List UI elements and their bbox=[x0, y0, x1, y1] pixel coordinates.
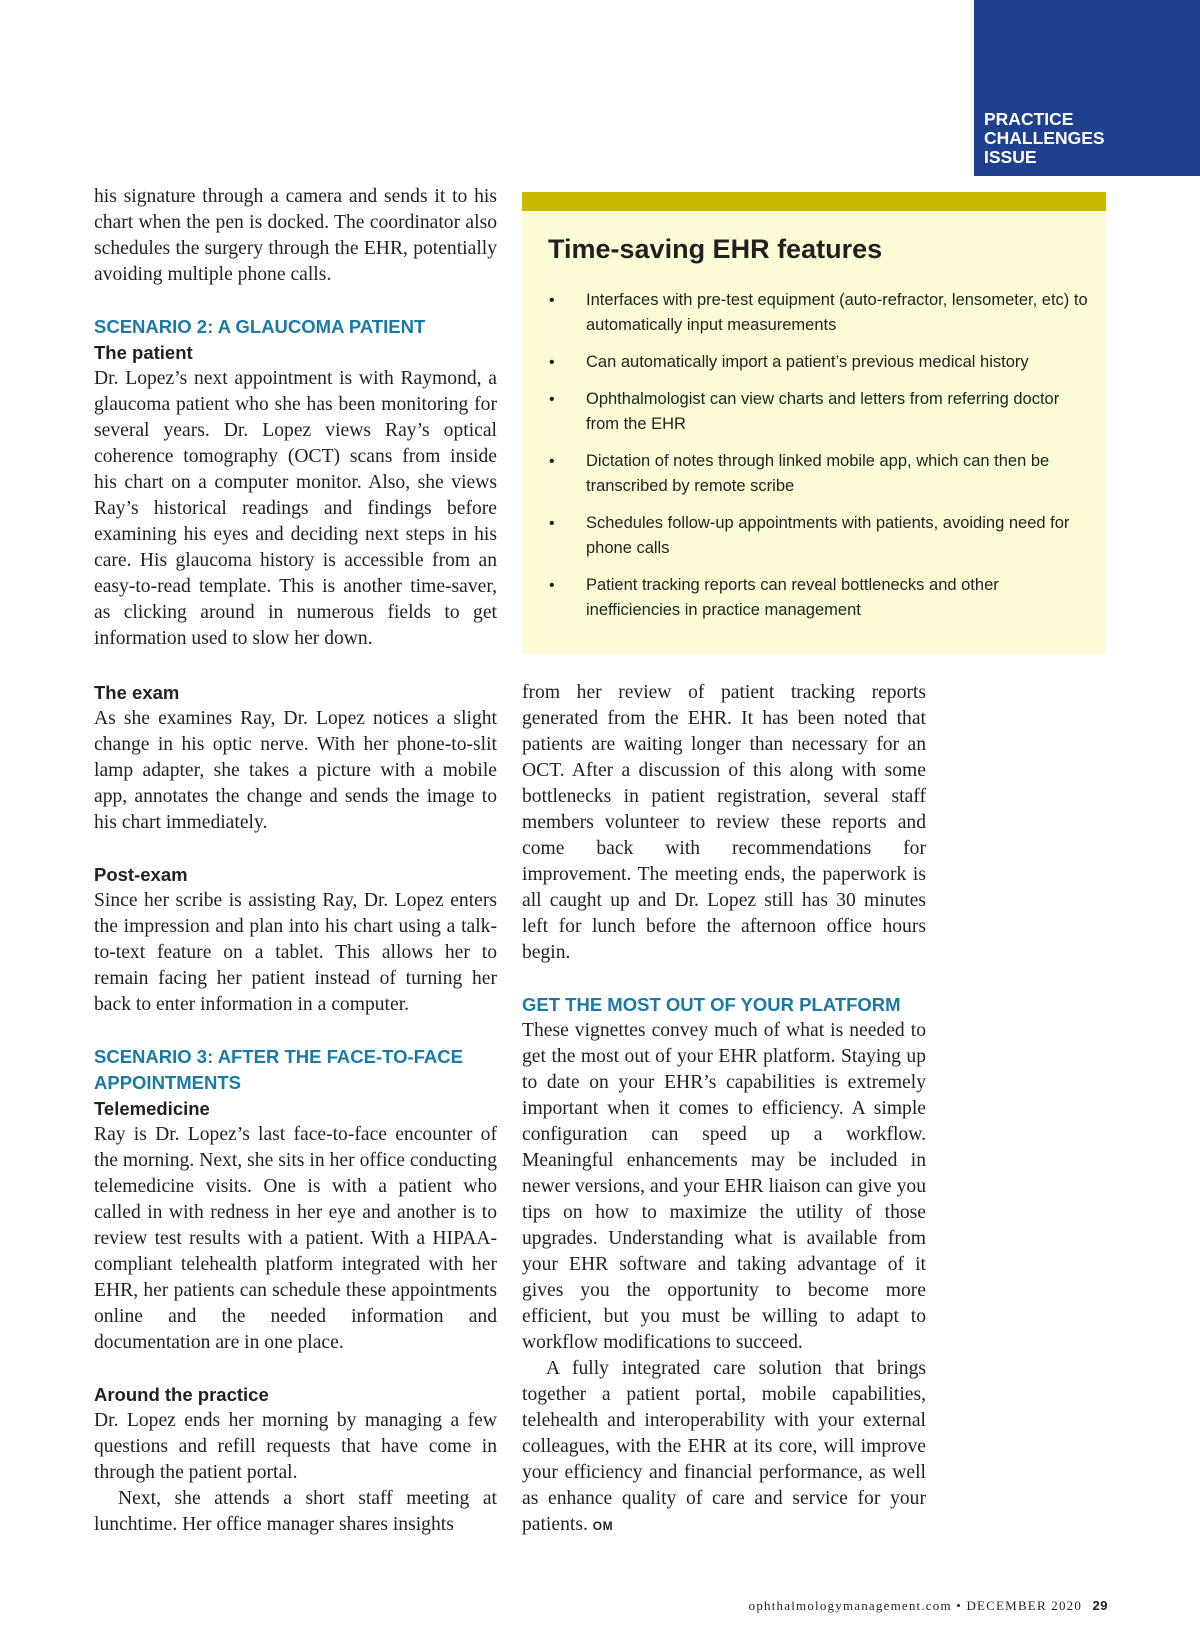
list-item bbox=[548, 511, 1088, 561]
ehr-features-sidebar bbox=[522, 192, 1106, 654]
list-item bbox=[548, 573, 1088, 623]
column-left-bottom bbox=[94, 680, 497, 1538]
bullet-icon: • bbox=[549, 354, 555, 371]
practice-subheading: Around the practice bbox=[94, 1384, 269, 1405]
continued-paragraph: from her review of patient tracking reports generated from the EHR. It has been noted that patients are waiting longer than necessary for an OCT. After a discussion of this along with some bottlenecks in patient registration, several staff members volunteer to review these reports and come back with recommendations for improvement. The meeting ends, the paperwork is all caught up and Dr. Lopez still has 30 minutes left for lunch before the afternoon office hours begin. bbox=[522, 682, 926, 963]
list-item-text: Schedules follow-up appointments with patients, avoiding need for phone calls bbox=[586, 514, 1070, 557]
list-item bbox=[548, 350, 1088, 375]
list-item-text: Interfaces with pre-test equipment (auto-refractor, lensometer, etc) to automatically input measurements bbox=[586, 291, 1088, 334]
list-item-text: Dictation of notes through linked mobile app, which can then be transcribed by remote scribe bbox=[586, 452, 1050, 495]
telemedicine-paragraph: Ray is Dr. Lopez’s last face-to-face encounter of the morning. Next, she sits in her office conducting telemedicine visits. One is with a patient who called in with redness in her eye and another is to review test results with a patient. With a HIPAA-compliant telehealth platform integrated with her EHR, her patients can schedule these appointments online and the needed information and documentation are in one place. bbox=[94, 1124, 497, 1353]
postexam-subheading: Post-exam bbox=[94, 864, 188, 885]
exam-subheading: The exam bbox=[94, 682, 180, 703]
list-item-text: Can automatically import a patient’s previous medical history bbox=[586, 353, 1029, 371]
intro-paragraph: his signature through a camera and sends it to his chart when the pen is docked. The coordinator also schedules the surgery through the EHR, potentially avoiding multiple phone calls. bbox=[94, 186, 497, 285]
list-item bbox=[548, 288, 1088, 338]
sidebar-feature-list bbox=[548, 288, 1088, 635]
practice-paragraph-2: Next, she attends a short staff meeting at lunchtime. Her office manager shares insights bbox=[94, 1488, 497, 1535]
footer-site-date: ophthalmologymanagement.com • DECEMBER 2020 bbox=[748, 1598, 1083, 1613]
telemedicine-subheading: Telemedicine bbox=[94, 1098, 210, 1119]
exam-paragraph: As she examines Ray, Dr. Lopez notices a slight change in his optic nerve. With her phone-to-slit lamp adapter, she takes a picture with a mobile app, annotates the change and sends the image to his chart immediately. bbox=[94, 708, 497, 833]
page-number: 29 bbox=[1092, 1598, 1108, 1613]
list-item bbox=[548, 387, 1088, 437]
practice-paragraph-1: Dr. Lopez ends her morning by managing a few questions and refill requests that have come in through the patient portal. bbox=[94, 1410, 497, 1483]
column-right-bottom bbox=[522, 680, 926, 1539]
patient-subheading: The patient bbox=[94, 342, 193, 363]
scenario-3-heading-line-1: SCENARIO 3: AFTER THE FACE-TO-FACE bbox=[94, 1046, 463, 1067]
list-item bbox=[548, 449, 1088, 499]
postexam-paragraph: Since her scribe is assisting Ray, Dr. Lopez enters the impression and plan into his chart using a talk-to-text feature on a tablet. This allows her to remain facing her patient instead of turning her back to enter information in a computer. bbox=[94, 890, 497, 1015]
sidebar-title: Time-saving EHR features bbox=[548, 234, 883, 264]
scenario-3-heading-line-2: APPOINTMENTS bbox=[94, 1072, 241, 1093]
column-left-top bbox=[94, 184, 497, 652]
platform-paragraph-1: These vignettes convey much of what is needed to get the most out of your EHR platform. Staying up to date on your EHR’s capabilities is extremely important when it comes to efficiency. A simple configuration can speed up a workflow. Meaningful enhancements may be included in newer versions, and your EHR liaison can give you tips on how to maximize the utility of those upgrades. Understanding what is available from your EHR software and taking advantage of it gives you the opportunity to become more efficient, but you must be willing to adapt to workflow modifications to succeed. bbox=[522, 1020, 926, 1353]
tab-line-1: PRACTICE bbox=[984, 109, 1074, 129]
page-footer bbox=[700, 1597, 1108, 1615]
patient-paragraph: Dr. Lopez’s next appointment is with Raymond, a glaucoma patient who she has been monitoring for several years. Dr. Lopez views Ray’s optical coherence tomography (OCT) scans from inside his chart on a computer monitor. Also, she views Ray’s historical readings and findings before examining his eyes and deciding next steps in his care. His glaucoma history is accessible from an easy-to-read template. This is another time-saver, as clicking around in numerous fields to get information used to slow her down. bbox=[94, 368, 497, 649]
bullet-icon: • bbox=[549, 453, 555, 470]
bullet-icon: • bbox=[549, 391, 555, 408]
tab-line-3: ISSUE bbox=[984, 147, 1037, 167]
platform-heading: GET THE MOST OUT OF YOUR PLATFORM bbox=[522, 994, 901, 1015]
issue-tab-label bbox=[984, 110, 1105, 167]
list-item-text: Patient tracking reports can reveal bottlenecks and other inefficiencies in practice management bbox=[586, 576, 999, 619]
list-item-text: Ophthalmologist can view charts and letters from referring doctor from the EHR bbox=[586, 390, 1060, 433]
platform-paragraph-2 bbox=[522, 1356, 926, 1539]
om-end-mark: OM bbox=[592, 1519, 614, 1533]
platform-paragraph-2-text: A fully integrated care solution that brings together a patient portal, mobile capabilities, telehealth and interoperability with your external colleagues, with the EHR at its core, will improve your efficiency and financial performance, as well as enhance quality of care and service for your patients. bbox=[522, 1358, 926, 1535]
bullet-icon: • bbox=[549, 292, 555, 309]
bullet-icon: • bbox=[549, 577, 555, 594]
tab-line-2: CHALLENGES bbox=[984, 128, 1105, 148]
scenario-2-heading: SCENARIO 2: A GLAUCOMA PATIENT bbox=[94, 316, 426, 337]
bullet-icon: • bbox=[549, 515, 555, 532]
sidebar-accent-bar bbox=[522, 192, 1106, 211]
